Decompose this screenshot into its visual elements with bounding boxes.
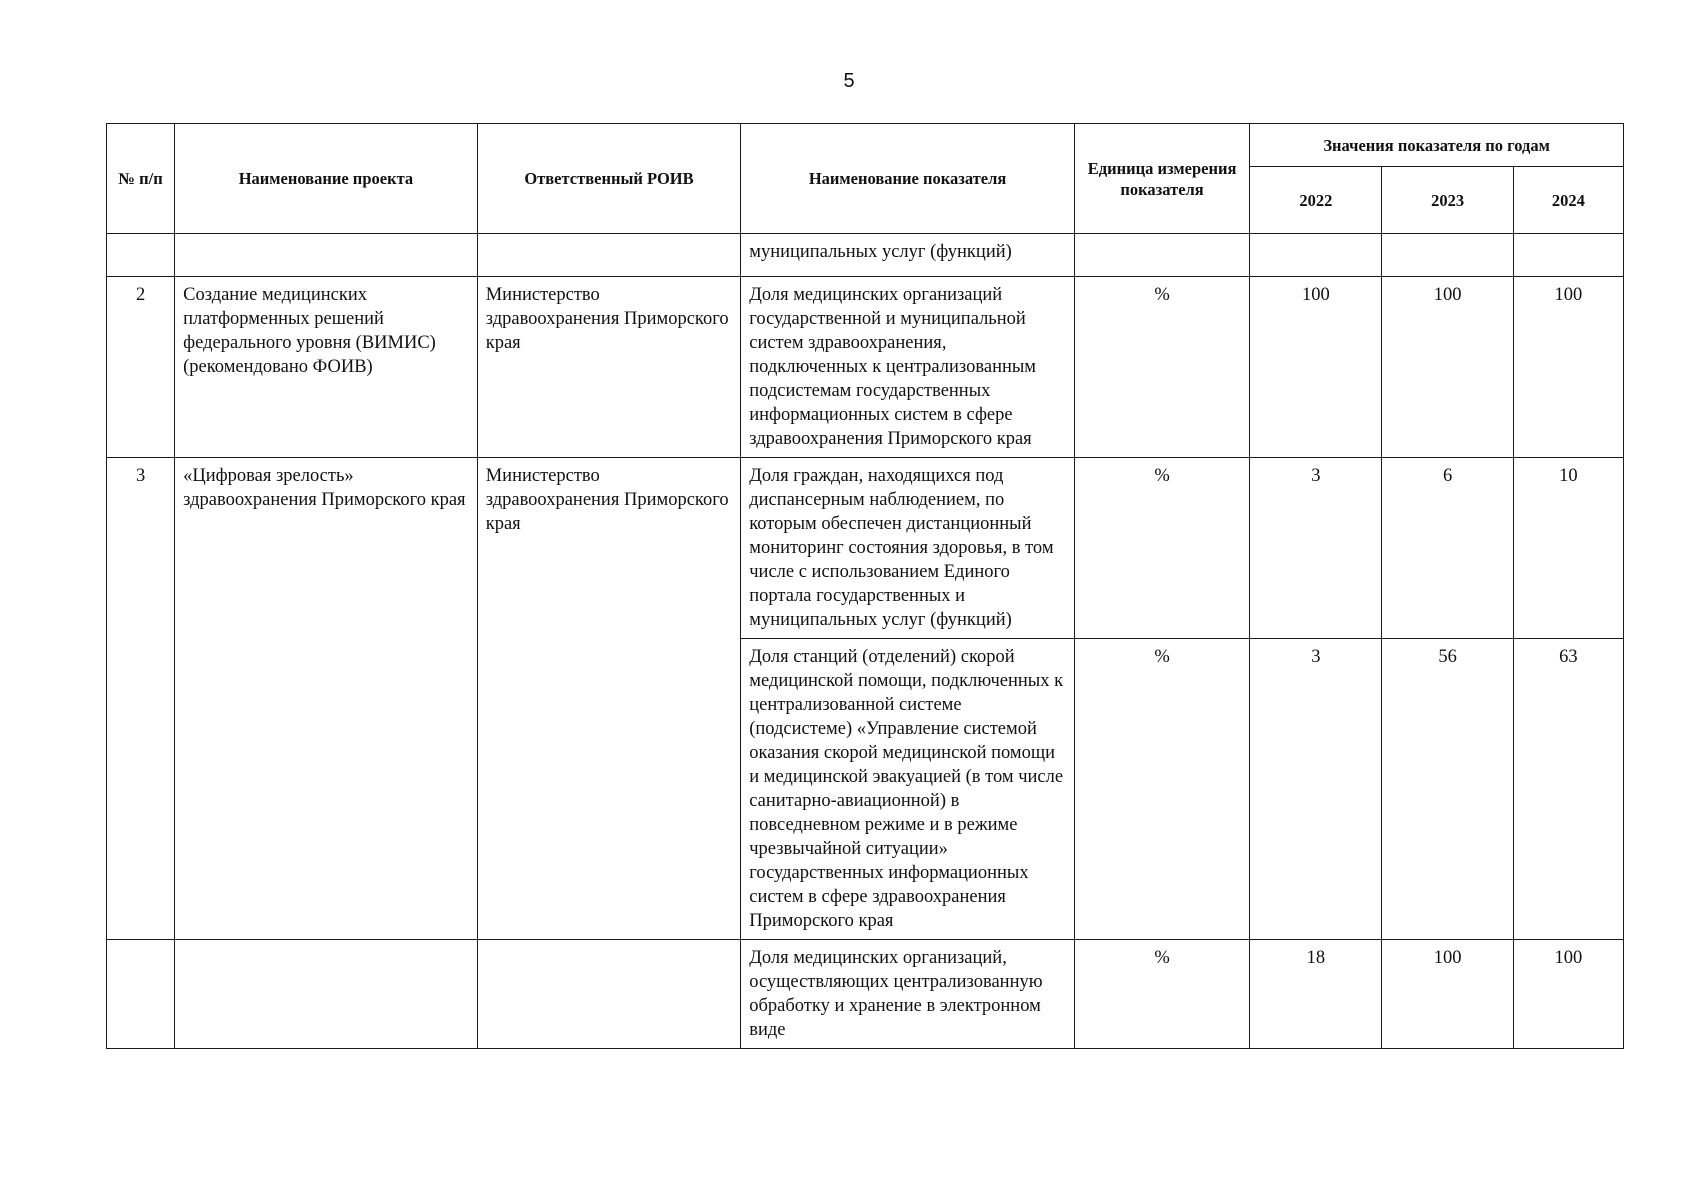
cell-roiv: Министерство здравоохранения Приморского края: [477, 458, 741, 940]
cell-unit: %: [1074, 639, 1249, 940]
page-number: 5: [843, 70, 855, 92]
cell-2024: [1513, 234, 1623, 277]
cell-2024: 100: [1513, 940, 1623, 1049]
cell-2022: 3: [1250, 458, 1382, 639]
cell-project: [175, 234, 478, 277]
table-row: [107, 277, 1624, 458]
table-row: [107, 234, 1624, 277]
cell-indicator: Доля станций (отделений) скорой медицинской помощи, подключенных к централизованной системе (подсистеме) «Управление системой оказания скорой медицинской помощи и медицинской эвакуацией (в том числе санитарно-авиационной) в повседневном режиме и в режиме чрезвычайной ситуации» государственных информационных систем в сфере здравоохранения Приморского края: [741, 639, 1075, 940]
cell-num: 3: [107, 458, 175, 940]
cell-roiv: Министерство здравоохранения Приморского края: [477, 277, 741, 458]
cell-indicator: муниципальных услуг (функций): [741, 234, 1075, 277]
cell-num: 2: [107, 277, 175, 458]
cell-2024: 63: [1513, 639, 1623, 940]
cell-indicator: Доля медицинских организаций государственной и муниципальной систем здравоохранения, подключенных к централизованным подсистемам государственных информационных систем в сфере здравоохранения Приморского края: [741, 277, 1075, 458]
header-num: № п/п: [107, 124, 175, 234]
indicators-table: [106, 123, 1624, 1049]
cell-project: Создание медицинских платформенных решений федерального уровня (ВИМИС) (рекомендовано ФОИВ): [175, 277, 478, 458]
cell-2022: 100: [1250, 277, 1382, 458]
header-year-2022: 2022: [1250, 167, 1382, 234]
cell-project: [175, 940, 478, 1049]
cell-2023: 100: [1382, 277, 1513, 458]
cell-project: «Цифровая зрелость» здравоохранения Приморского края: [175, 458, 478, 940]
cell-2024: 100: [1513, 277, 1623, 458]
header-year-2024: 2024: [1513, 167, 1623, 234]
cell-2022: 3: [1250, 639, 1382, 940]
table-row: [107, 940, 1624, 1049]
header-unit: Единица измерения показателя: [1074, 124, 1249, 234]
cell-2022: 18: [1250, 940, 1382, 1049]
cell-unit: %: [1074, 277, 1249, 458]
cell-2023: 56: [1382, 639, 1513, 940]
header-indicator: Наименование показателя: [741, 124, 1075, 234]
table-header: [107, 124, 1624, 234]
table-row: [107, 458, 1624, 639]
header-values-group: Значения показателя по годам: [1250, 124, 1624, 167]
cell-num: [107, 940, 175, 1049]
cell-2023: 100: [1382, 940, 1513, 1049]
header-project: Наименование проекта: [175, 124, 478, 234]
cell-unit: %: [1074, 458, 1249, 639]
cell-roiv: [477, 940, 741, 1049]
cell-roiv: [477, 234, 741, 277]
cell-2023: 6: [1382, 458, 1513, 639]
cell-unit: %: [1074, 940, 1249, 1049]
cell-2024: 10: [1513, 458, 1623, 639]
cell-unit: [1074, 234, 1249, 277]
cell-num: [107, 234, 175, 277]
header-year-2023: 2023: [1382, 167, 1513, 234]
cell-indicator: Доля граждан, находящихся под диспансерным наблюдением, по которым обеспечен дистанционный мониторинг состояния здоровья, в том числе с использованием Единого портала государственных и муниципальных услуг (функций): [741, 458, 1075, 639]
cell-2023: [1382, 234, 1513, 277]
cell-indicator: Доля медицинских организаций, осуществляющих централизованную обработку и хранение в электронном виде: [741, 940, 1075, 1049]
cell-2022: [1250, 234, 1382, 277]
header-roiv: Ответственный РОИВ: [477, 124, 741, 234]
